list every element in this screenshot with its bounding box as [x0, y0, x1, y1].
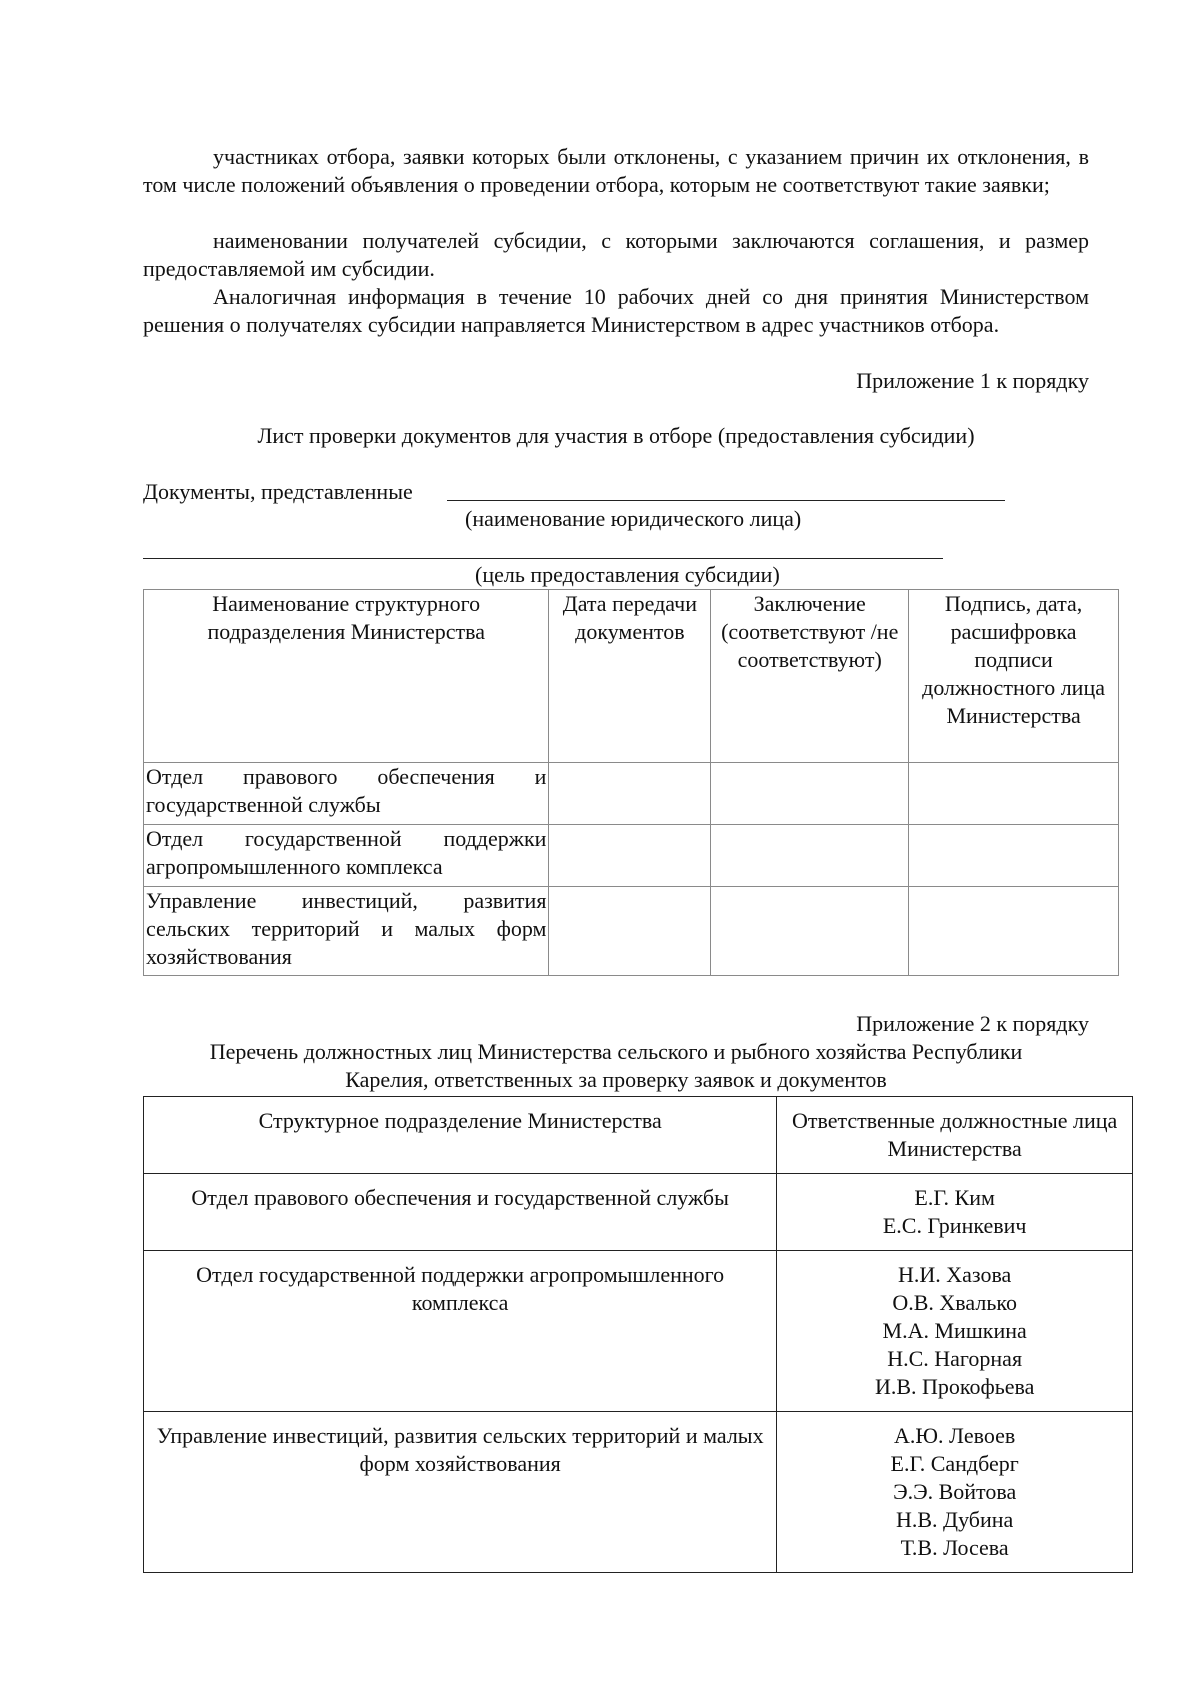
empty-cell [711, 887, 909, 976]
purpose-line [143, 558, 943, 559]
official-name: М.А. Мишкина [882, 1318, 1027, 1343]
department-cell: Отдел государственной поддержки агропромышленного комплекса [144, 1251, 777, 1412]
official-name: Е.С. Гринкевич [882, 1213, 1027, 1238]
header-cell: Заключение (соответствуют /не соответствуют) [711, 590, 909, 763]
empty-cell [549, 763, 711, 825]
official-name: Н.В. Дубина [896, 1507, 1014, 1532]
official-name: Э.Э. Войтова [893, 1479, 1017, 1504]
official-name: И.В. Прокофьева [874, 1374, 1035, 1399]
empty-cell [549, 887, 711, 976]
table-row [144, 825, 1119, 887]
intro-paragraph-2: наименовании получателей субсидии, с которыми заключаются соглашения, и размер предоставляемой им субсидии. [143, 228, 1090, 281]
appendix-2-title [143, 1038, 1089, 1094]
entity-name-line [447, 500, 1005, 501]
table-row [144, 1412, 1133, 1573]
table-header-row [144, 1097, 1133, 1174]
department-cell: Управление инвестиций, развития сельских территорий и малых форм хозяйствования [144, 887, 549, 976]
header-cell: Подпись, дата, расшифровка подписи должностного лица Министерства [909, 590, 1119, 763]
official-name: Н.И. Хазова [897, 1262, 1012, 1287]
empty-cell [909, 763, 1119, 825]
empty-cell [909, 825, 1119, 887]
table-row [144, 1174, 1133, 1251]
official-name: Н.С. Нагорная [887, 1346, 1023, 1371]
official-name: Т.В. Лосева [900, 1535, 1009, 1560]
documents-label: Документы, представленные [143, 479, 413, 504]
appendix-2-title-line: Карелия, ответственных за проверку заявок и документов [345, 1067, 887, 1092]
header-cell: Ответственные должностные лица Министерства [777, 1097, 1133, 1174]
header-cell: Дата передачи документов [549, 590, 711, 763]
empty-cell [711, 763, 909, 825]
purpose-caption: (цель предоставления субсидии) [475, 562, 780, 587]
appendix-1-title: Лист проверки документов для участия в отборе (предоставления субсидии) [257, 423, 975, 448]
appendix-2-title-line: Перечень должностных лиц Министерства сельского и рыбного хозяйства Республики [209, 1039, 1023, 1064]
department-cell: Отдел правового обеспечения и государственной службы [144, 763, 549, 825]
empty-cell [909, 887, 1119, 976]
document-check-table [143, 589, 1119, 976]
empty-cell [711, 825, 909, 887]
header-cell: Структурное подразделение Министерства [144, 1097, 777, 1174]
entity-caption: (наименование юридического лица) [465, 506, 802, 531]
appendix-2-label: Приложение 2 к порядку [856, 1011, 1089, 1036]
officials-cell [777, 1174, 1133, 1251]
table-header-row [144, 590, 1119, 763]
officials-cell [777, 1251, 1133, 1412]
header-cell: Наименование структурного подразделения Министерства [144, 590, 549, 763]
empty-cell [549, 825, 711, 887]
department-cell: Отдел государственной поддержки агропромышленного комплекса [144, 825, 549, 887]
officials-cell [777, 1412, 1133, 1573]
department-cell: Отдел правового обеспечения и государственной службы [144, 1174, 777, 1251]
official-name: Е.Г. Ким [914, 1185, 995, 1210]
responsible-officials-table [143, 1096, 1133, 1573]
official-name: О.В. Хвалько [892, 1290, 1017, 1315]
intro-paragraph-3: Аналогичная информация в течение 10 рабочих дней со дня принятия Министерством решения о получателях субсидии направляется Министерством в адрес участников отбора. [143, 284, 1089, 337]
intro-paragraph-1: участниках отбора, заявки которых были отклонены, с указанием причин их отклонения, в том числе положений объявления о проведении отбора, которым не соответствуют такие заявки; [143, 144, 1089, 197]
department-cell: Управление инвестиций, развития сельских территорий и малых форм хозяйствования [144, 1412, 777, 1573]
table-row [144, 1251, 1133, 1412]
official-name: Е.Г. Сандберг [890, 1451, 1019, 1476]
table-row [144, 887, 1119, 976]
appendix-1-label: Приложение 1 к порядку [856, 368, 1089, 393]
official-name: А.Ю. Левоев [894, 1423, 1016, 1448]
table-row [144, 763, 1119, 825]
